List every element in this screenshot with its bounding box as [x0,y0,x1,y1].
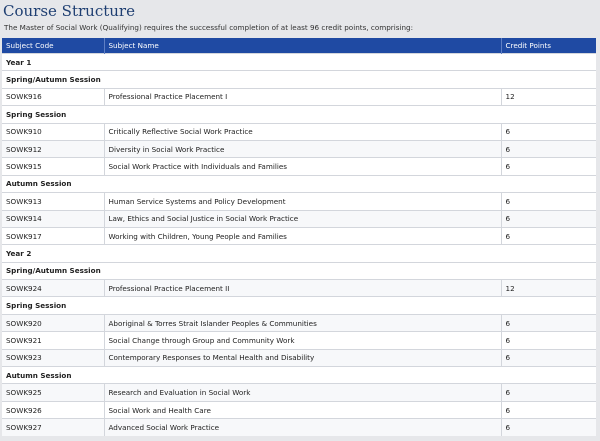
subject-code-cell: SOWK923 [2,349,104,366]
table-row [2,193,596,210]
page-title: Course Structure [3,2,135,20]
header-row [2,38,596,54]
credit-points-cell: 6 [501,401,596,418]
subject-code-cell: SOWK920 [2,314,104,331]
credit-points-cell: 6 [501,384,596,401]
section-heading: Year 1 [2,54,596,71]
section-heading: Autumn Session [2,175,596,192]
subject-name-cell: Contemporary Responses to Mental Health and Disability [104,349,501,366]
table-row [2,332,596,349]
table-row [2,123,596,140]
credit-points-cell: 6 [501,419,596,436]
credit-points-cell: 6 [501,349,596,366]
subject-name-cell: Social Work and Health Care [104,401,501,418]
section-heading-row [2,54,596,71]
table-row [2,401,596,418]
subject-name-cell: Working with Children, Young People and Families [104,227,501,244]
subject-name-cell: Diversity in Social Work Practice [104,140,501,157]
table-row [2,314,596,331]
credit-points-cell: 6 [501,210,596,227]
table-row [2,384,596,401]
table-row [2,419,596,436]
subject-name-cell: Professional Practice Placement I [104,88,501,105]
table-row [2,349,596,366]
credit-points-cell: 6 [501,314,596,331]
subject-code-cell: SOWK925 [2,384,104,401]
section-heading-row [2,245,596,262]
section-heading-row [2,262,596,279]
intro-text: The Master of Social Work (Qualifying) requires the successful completion of at least 96 credit points, comprising: [4,23,414,32]
subject-name-cell: Research and Evaluation in Social Work [104,384,501,401]
subject-code-cell: SOWK921 [2,332,104,349]
table-row [2,140,596,157]
subject-code-cell: SOWK915 [2,158,104,175]
subject-code-cell: SOWK912 [2,140,104,157]
section-heading: Spring/Autumn Session [2,262,596,279]
subject-name-cell: Aboriginal & Torres Strait Islander Peoples & Communities [104,314,501,331]
table-row [2,210,596,227]
subject-code-cell: SOWK926 [2,401,104,418]
subject-code-cell: SOWK910 [2,123,104,140]
subject-name-cell: Critically Reflective Social Work Practice [104,123,501,140]
table-row [2,158,596,175]
subject-name-cell: Social Change through Group and Community Work [104,332,501,349]
subject-code-cell: SOWK914 [2,210,104,227]
col-header-subject-code: Subject Code [2,38,104,54]
table-header [2,38,596,54]
credit-points-cell: 12 [501,88,596,105]
subject-code-cell: SOWK916 [2,88,104,105]
subject-code-cell: SOWK917 [2,227,104,244]
subject-code-cell: SOWK913 [2,193,104,210]
table-row [2,88,596,105]
section-heading-row [2,367,596,384]
section-heading: Year 2 [2,245,596,262]
section-heading: Spring Session [2,106,596,123]
credit-points-cell: 6 [501,193,596,210]
credit-points-cell: 6 [501,332,596,349]
section-heading-row [2,106,596,123]
table-body [2,54,596,436]
credit-points-cell: 6 [501,227,596,244]
subject-name-cell: Law, Ethics and Social Justice in Social Work Practice [104,210,501,227]
subjects-table [2,38,596,436]
subject-code-cell: SOWK927 [2,419,104,436]
section-heading-row [2,297,596,314]
table-row [2,227,596,244]
section-heading-row [2,71,596,88]
section-heading-row [2,175,596,192]
subject-name-cell: Professional Practice Placement II [104,280,501,297]
subject-code-cell: SOWK924 [2,280,104,297]
credit-points-cell: 6 [501,158,596,175]
credit-points-cell: 12 [501,280,596,297]
col-header-credit-points: Credit Points [501,38,596,54]
col-header-subject-name: Subject Name [104,38,501,54]
subject-name-cell: Human Service Systems and Policy Development [104,193,501,210]
section-heading: Spring Session [2,297,596,314]
subject-name-cell: Social Work Practice with Individuals and Families [104,158,501,175]
credit-points-cell: 6 [501,123,596,140]
subject-name-cell: Advanced Social Work Practice [104,419,501,436]
credit-points-cell: 6 [501,140,596,157]
table-row [2,280,596,297]
section-heading: Spring/Autumn Session [2,71,596,88]
section-heading: Autumn Session [2,367,596,384]
